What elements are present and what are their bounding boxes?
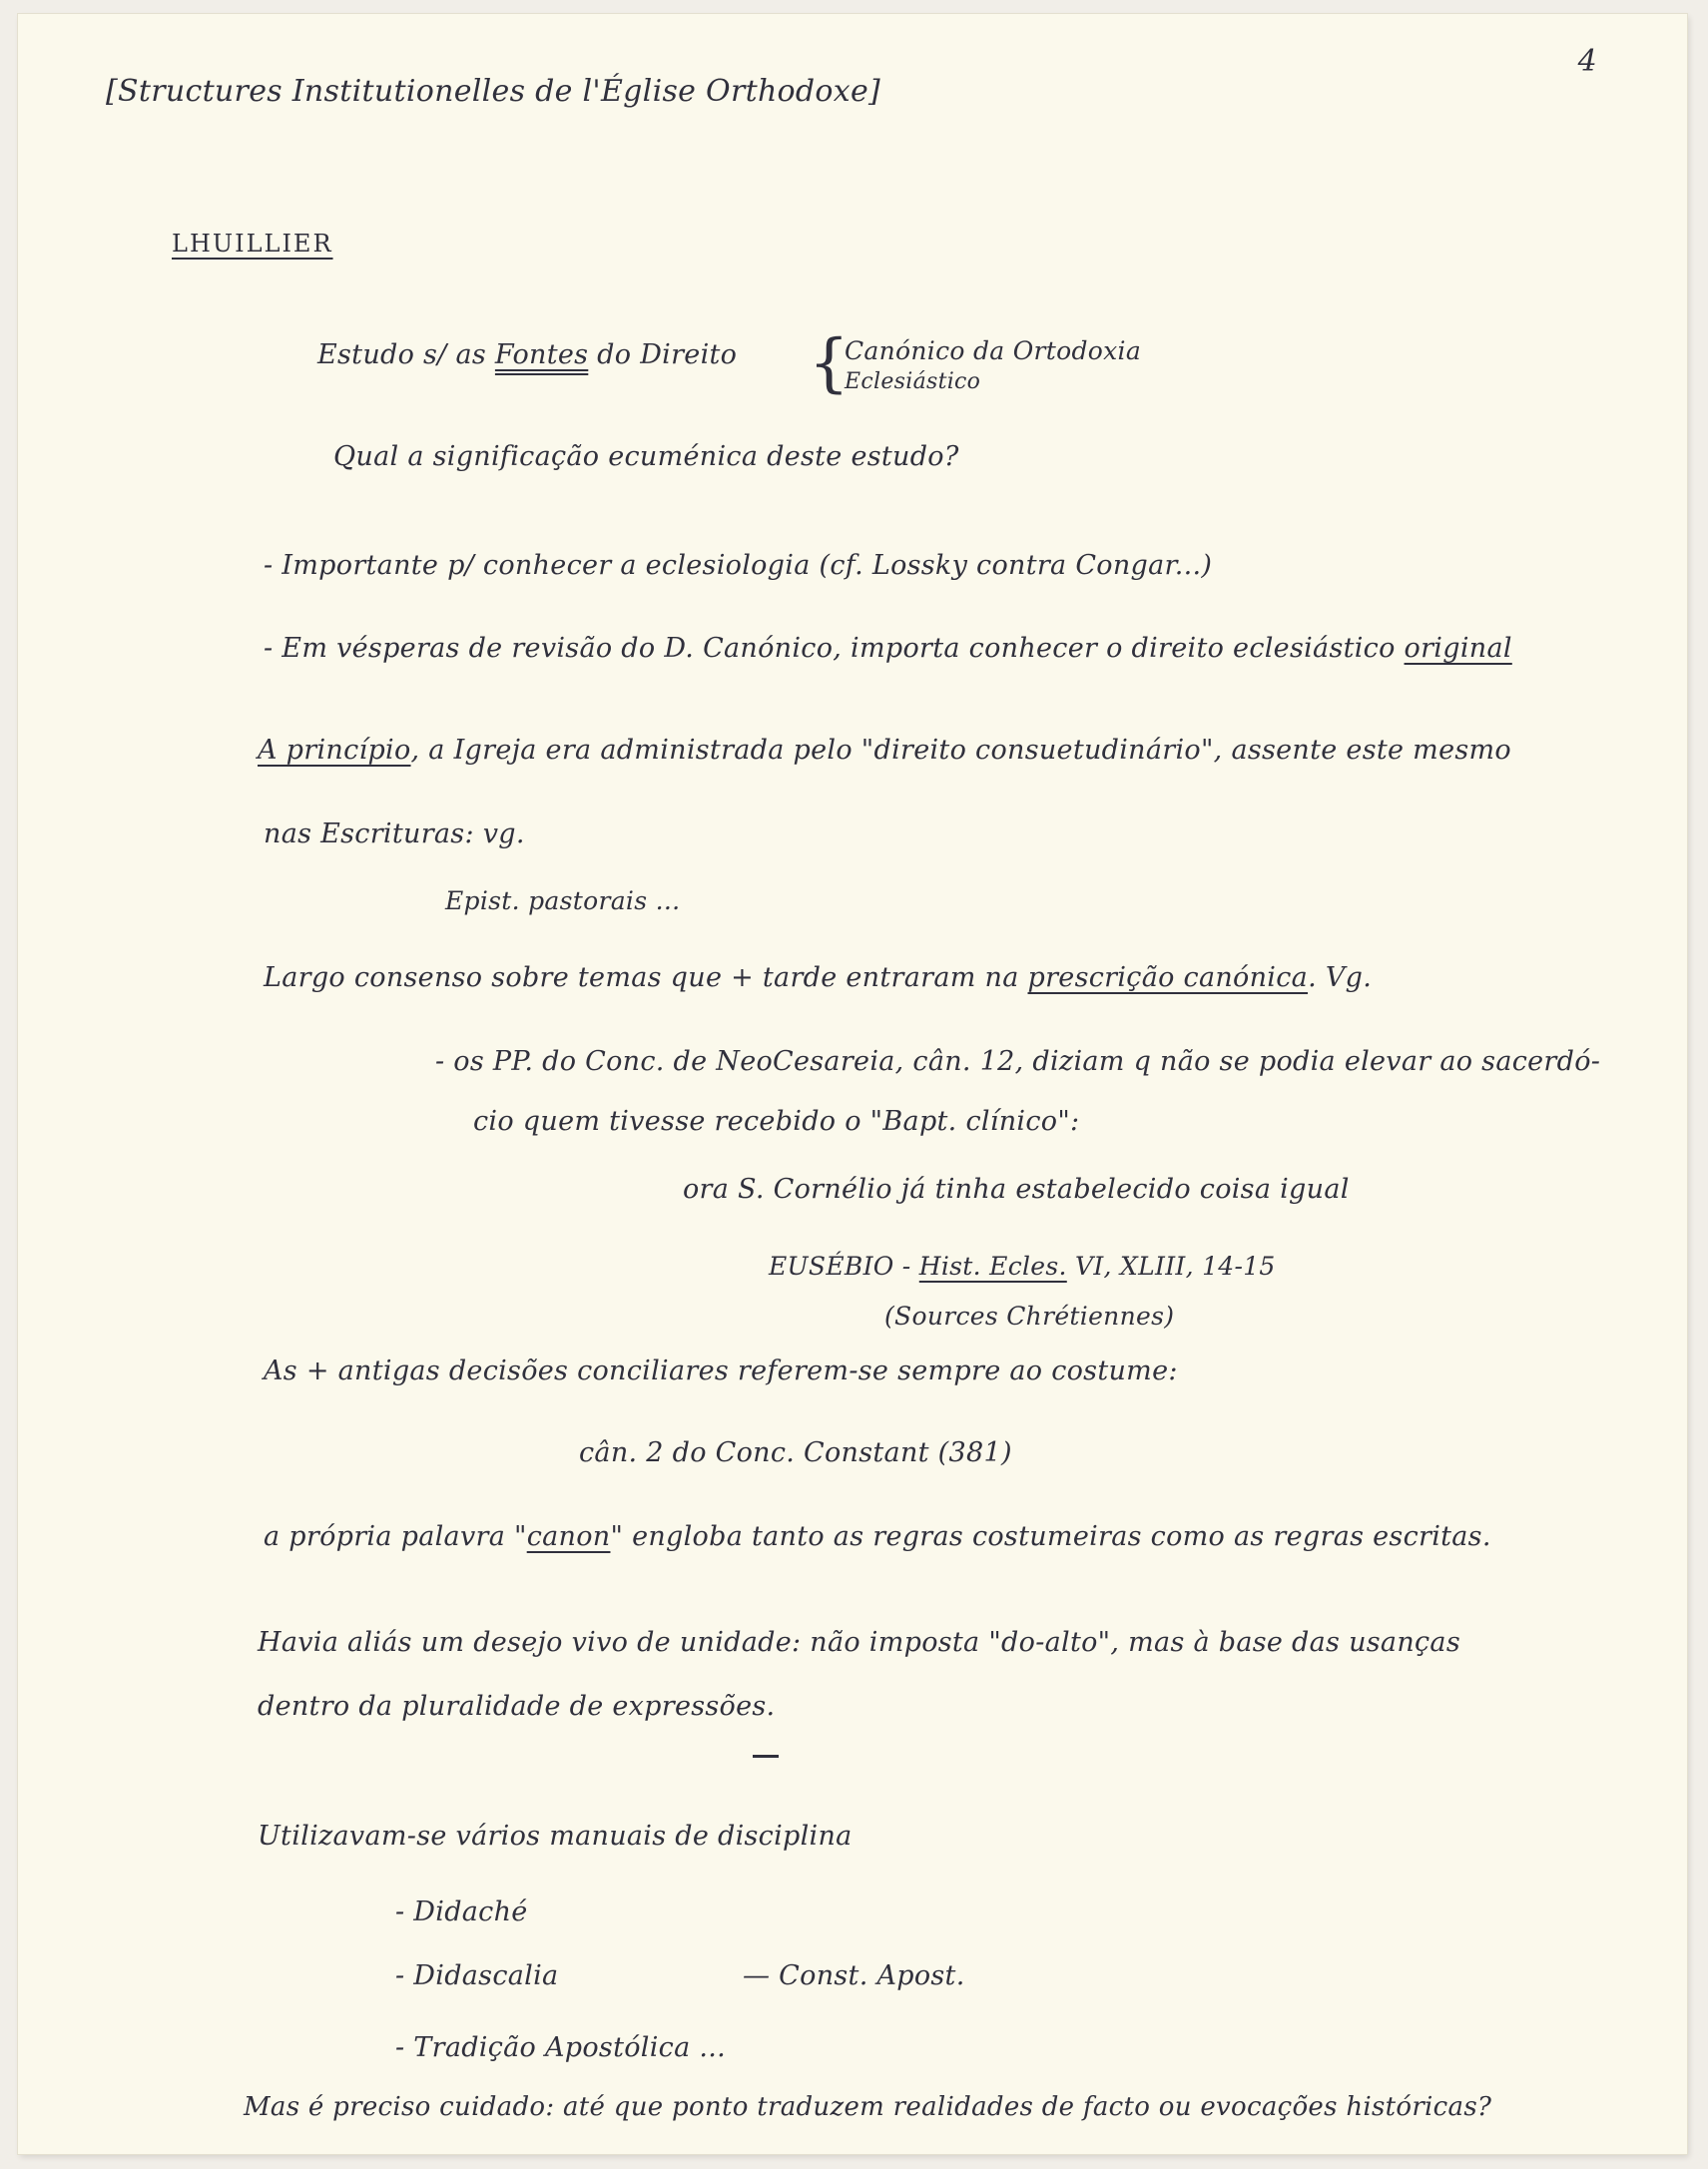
neocesareia-line-1: - os PP. do Conc. de NeoCesareia, cân. 12, diziam q não se podia elevar ao sacerdó- bbox=[435, 1046, 1601, 1077]
study-line: Estudo s/ as Fontes do Direito bbox=[317, 339, 738, 370]
page-number: 4 bbox=[1577, 44, 1597, 79]
sources-chretiennes: (Sources Chrétiennes) bbox=[884, 1302, 1175, 1331]
author-name: LHUILLIER bbox=[172, 230, 333, 258]
prescricao-canonica: prescrição canónica bbox=[1027, 962, 1309, 993]
const-apost-note: — Const. Apost. bbox=[743, 1960, 965, 1991]
branch-canonico: Canónico da Ortodoxia bbox=[845, 336, 1142, 365]
decisoes-line: As + antigas decisões conciliares referem-se sempre ao costume: bbox=[264, 1356, 1178, 1386]
canon-word-line: a própria palavra "canon" engloba tanto as regras costumeiras como as regras escritas. bbox=[264, 1521, 1491, 1552]
consenso-line: Largo consenso sobre temas que + tarde entraram na prescrição canónica. Vg. bbox=[264, 962, 1373, 993]
neocesareia-line-2: cio quem tivesse recebido o "Bapt. clínico": bbox=[473, 1106, 1080, 1137]
manual-tradicao: - Tradição Apostólica ... bbox=[395, 2032, 727, 2063]
document-header: [Structures Institutionelles de l'Église Orthodoxe] bbox=[106, 74, 881, 109]
unidade-line-2: dentro da pluralidade de expressões. bbox=[258, 1691, 776, 1722]
question-line: Qual a significação ecuménica deste estudo? bbox=[333, 441, 959, 472]
manuais-intro: Utilizavam-se vários manuais de disciplina bbox=[258, 1821, 853, 1852]
manual-didascalia: - Didascalia bbox=[395, 1960, 559, 1991]
escrituras-line: nas Escrituras: vg. bbox=[264, 818, 525, 849]
manual-didache: - Didaché bbox=[395, 1897, 528, 1927]
cornelio-line: ora S. Cornélio já tinha estabelecido coisa igual bbox=[683, 1174, 1350, 1205]
principio-line: A princípio, a Igreja era administrada pelo "direito consuetudinário", assente este mesmo bbox=[258, 735, 1511, 766]
point-revisao: - Em vésperas de revisão do D. Canónico, importa conhecer o direito eclesiástico original bbox=[264, 633, 1512, 664]
canon-word: canon bbox=[526, 1521, 611, 1552]
eusebio-citation: EUSÉBIO - Hist. Ecles. VI, XLIII, 14-15 bbox=[769, 1252, 1276, 1281]
manuscript-page bbox=[18, 14, 1687, 2154]
fontes-word: Fontes bbox=[494, 339, 589, 370]
closing-question: Mas é preciso cuidado: até que ponto traduzem realidades de facto ou evocações históricas? bbox=[244, 2092, 1492, 2122]
curly-brace: { bbox=[809, 326, 850, 400]
unidade-line-1: Havia aliás um desejo vivo de unidade: não imposta "do-alto", mas à base das usanças bbox=[258, 1627, 1460, 1658]
separator-dash bbox=[753, 1755, 779, 1758]
canon-reference: cân. 2 do Conc. Constant (381) bbox=[579, 1437, 1012, 1468]
branch-eclesiastico: Eclesiástico bbox=[845, 369, 981, 394]
original-word: original bbox=[1404, 633, 1512, 664]
hist-ecles: Hist. Ecles. bbox=[918, 1252, 1067, 1281]
principio-word: A princípio bbox=[258, 735, 411, 766]
epistolas-line: Epist. pastorais ... bbox=[445, 886, 681, 915]
point-importante: - Importante p/ conhecer a eclesiologia (cf. Lossky contra Congar...) bbox=[264, 550, 1213, 581]
